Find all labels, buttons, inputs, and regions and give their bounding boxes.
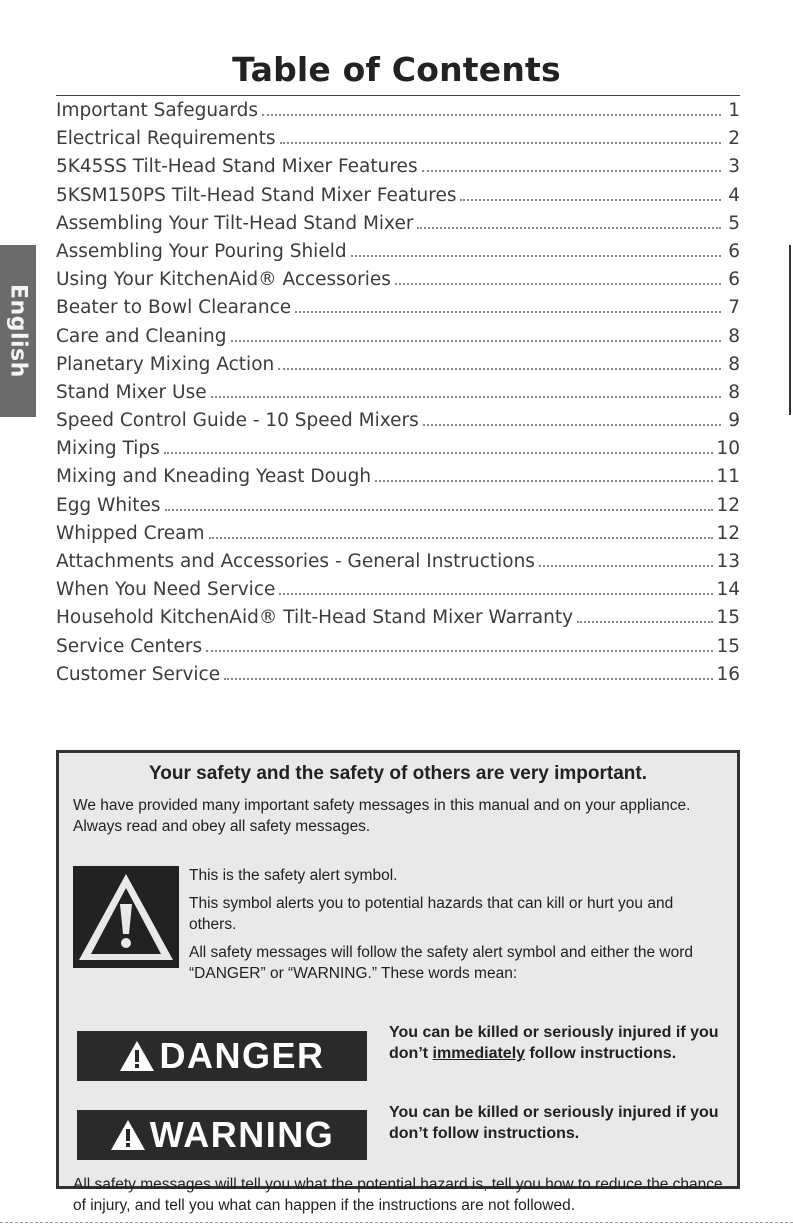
warning-triangle-icon [110, 1118, 146, 1152]
toc-entry-title: Planetary Mixing Action [56, 353, 275, 375]
toc-entry-title: Service Centers [56, 635, 203, 657]
toc-entry[interactable] [56, 636, 740, 664]
toc-entry-title: Electrical Requirements [56, 128, 276, 150]
toc-entry[interactable] [56, 382, 740, 410]
safety-intro: We have provided many important safety messages in this manual and on your appliance. Always read and obey all safety messages. [73, 797, 691, 835]
language-tab-label: English [5, 284, 31, 378]
safety-outro: All safety messages will tell you what the potential hazard is, tell you how to reduce the chance of injury, and tell you what can happen if the instructions are not followed. [73, 1176, 723, 1214]
toc-page-number: 14 [716, 579, 740, 601]
toc-entry[interactable] [56, 354, 740, 382]
toc-page-number: 1 [728, 100, 740, 121]
toc-leader-dots [262, 114, 721, 116]
toc-entry-title: Customer Service [56, 663, 221, 685]
toc-entry[interactable] [56, 269, 740, 297]
toc-leader-dots [539, 565, 714, 567]
toc-entry[interactable] [56, 438, 740, 466]
toc-entry-title: Important Safeguards [56, 100, 259, 121]
toc-leader-dots [165, 509, 714, 511]
toc-entry-title: 5K45SS Tilt-Head Stand Mixer Features [56, 156, 418, 178]
toc-page-number: 6 [728, 240, 740, 262]
toc-entry-title: Mixing Tips [56, 438, 160, 460]
toc-page-number: 7 [728, 297, 740, 319]
toc-leader-dots [423, 424, 721, 426]
table-of-contents [56, 100, 740, 692]
page-edge-marker [789, 245, 791, 415]
warning-label: WARNING [149, 1114, 335, 1155]
alert-line-3: All safety messages will follow the safety alert symbol and either the word “DANGER” or “WARNING.” These words mean: [189, 944, 693, 982]
toc-entry-title: Egg Whites [56, 494, 161, 516]
toc-entry-title: Care and Cleaning [56, 325, 227, 347]
toc-entry[interactable] [56, 523, 740, 551]
toc-leader-dots [211, 396, 721, 398]
toc-page-number: 4 [728, 184, 740, 206]
alert-line-2: This symbol alerts you to potential hazards that can kill or hurt you and others. [189, 895, 674, 933]
toc-entry-title: Attachments and Accessories - General Instructions [56, 551, 535, 572]
toc-page-number: 11 [716, 466, 740, 488]
toc-entry-title: Stand Mixer Use [56, 381, 207, 403]
toc-entry[interactable] [56, 156, 740, 184]
toc-leader-dots [417, 227, 721, 229]
warning-triangle-icon [119, 1039, 155, 1073]
toc-entry[interactable] [56, 100, 740, 128]
danger-meaning [389, 1022, 723, 1064]
toc-entry[interactable] [56, 466, 740, 494]
toc-page-number: 9 [728, 410, 740, 432]
toc-page-number: 12 [716, 522, 740, 544]
language-tab [0, 245, 36, 417]
toc-entry[interactable] [56, 551, 740, 579]
danger-signal-word [77, 1031, 367, 1081]
toc-page-number: 8 [728, 381, 740, 403]
title-divider [56, 95, 740, 96]
toc-page-number: 15 [716, 635, 740, 657]
toc-page-number: 2 [728, 128, 740, 150]
toc-leader-dots [164, 452, 714, 454]
danger-text-part: follow instructions. [525, 1045, 677, 1062]
toc-leader-dots [206, 650, 713, 652]
toc-page-number: 8 [728, 353, 740, 375]
toc-entry[interactable] [56, 410, 740, 438]
danger-text-emphasis: immediately [432, 1045, 526, 1062]
toc-leader-dots [278, 368, 721, 370]
toc-page-number: 16 [716, 663, 740, 685]
toc-page-number: 8 [728, 325, 740, 347]
toc-entry-title: Whipped Cream [56, 522, 205, 544]
toc-leader-dots [280, 142, 721, 144]
toc-leader-dots [295, 311, 721, 313]
toc-leader-dots [460, 199, 721, 201]
toc-entry[interactable] [56, 213, 740, 241]
toc-leader-dots [231, 340, 721, 342]
warning-signal-word [77, 1110, 367, 1160]
toc-page-number: 15 [716, 607, 740, 629]
toc-entry-title: When You Need Service [56, 579, 276, 601]
toc-entry[interactable] [56, 297, 740, 325]
toc-page-number: 5 [728, 212, 740, 234]
toc-leader-dots [224, 678, 713, 680]
toc-page-number: 3 [728, 156, 740, 178]
toc-page-number: 13 [716, 551, 740, 572]
danger-label: DANGER [159, 1035, 325, 1076]
toc-entry[interactable] [56, 664, 740, 692]
toc-leader-dots [422, 170, 721, 172]
toc-entry-title: Assembling Your Pouring Shield [56, 240, 347, 262]
toc-entry-title: Household KitchenAid® Tilt-Head Stand Mixer Warranty [56, 607, 574, 629]
toc-page-number: 10 [716, 438, 740, 460]
toc-entry-title: Speed Control Guide - 10 Speed Mixers [56, 410, 419, 432]
safety-notice-box [56, 750, 740, 1214]
toc-page-number: 12 [716, 494, 740, 516]
toc-leader-dots [351, 255, 721, 257]
toc-page-number: 6 [728, 269, 740, 291]
toc-entry-title: 5KSM150PS Tilt-Head Stand Mixer Features [56, 184, 457, 206]
toc-entry-title: Using Your KitchenAid® Accessories [56, 269, 391, 291]
toc-entry-title: Assembling Your Tilt-Head Stand Mixer [56, 212, 414, 234]
toc-entry[interactable] [56, 128, 740, 156]
warning-meaning: You can be killed or seriously injured if you don’t follow instructions. [389, 1104, 719, 1142]
toc-leader-dots [209, 537, 714, 539]
danger-text-part: You can be killed or seriously injured if you don’t [389, 1024, 719, 1062]
toc-entry-title: Beater to Bowl Clearance [56, 297, 292, 319]
page-bottom-edge [0, 1222, 793, 1223]
toc-entry[interactable] [56, 326, 740, 354]
toc-leader-dots [577, 621, 713, 623]
toc-entry[interactable] [56, 579, 740, 607]
toc-entry-title: Mixing and Kneading Yeast Dough [56, 466, 372, 488]
safety-heading: Your safety and the safety of others are very important. [148, 763, 647, 784]
toc-leader-dots [395, 283, 721, 285]
alert-line-1: This is the safety alert symbol. [189, 867, 398, 884]
safety-alert-description [189, 865, 723, 991]
toc-leader-dots [279, 593, 713, 595]
toc-entry[interactable] [56, 241, 740, 269]
toc-entry[interactable] [56, 185, 740, 213]
toc-entry[interactable] [56, 607, 740, 635]
toc-leader-dots [375, 480, 713, 482]
toc-entry[interactable] [56, 495, 740, 523]
page-title: Table of Contents [232, 50, 561, 89]
safety-alert-icon [73, 866, 179, 968]
